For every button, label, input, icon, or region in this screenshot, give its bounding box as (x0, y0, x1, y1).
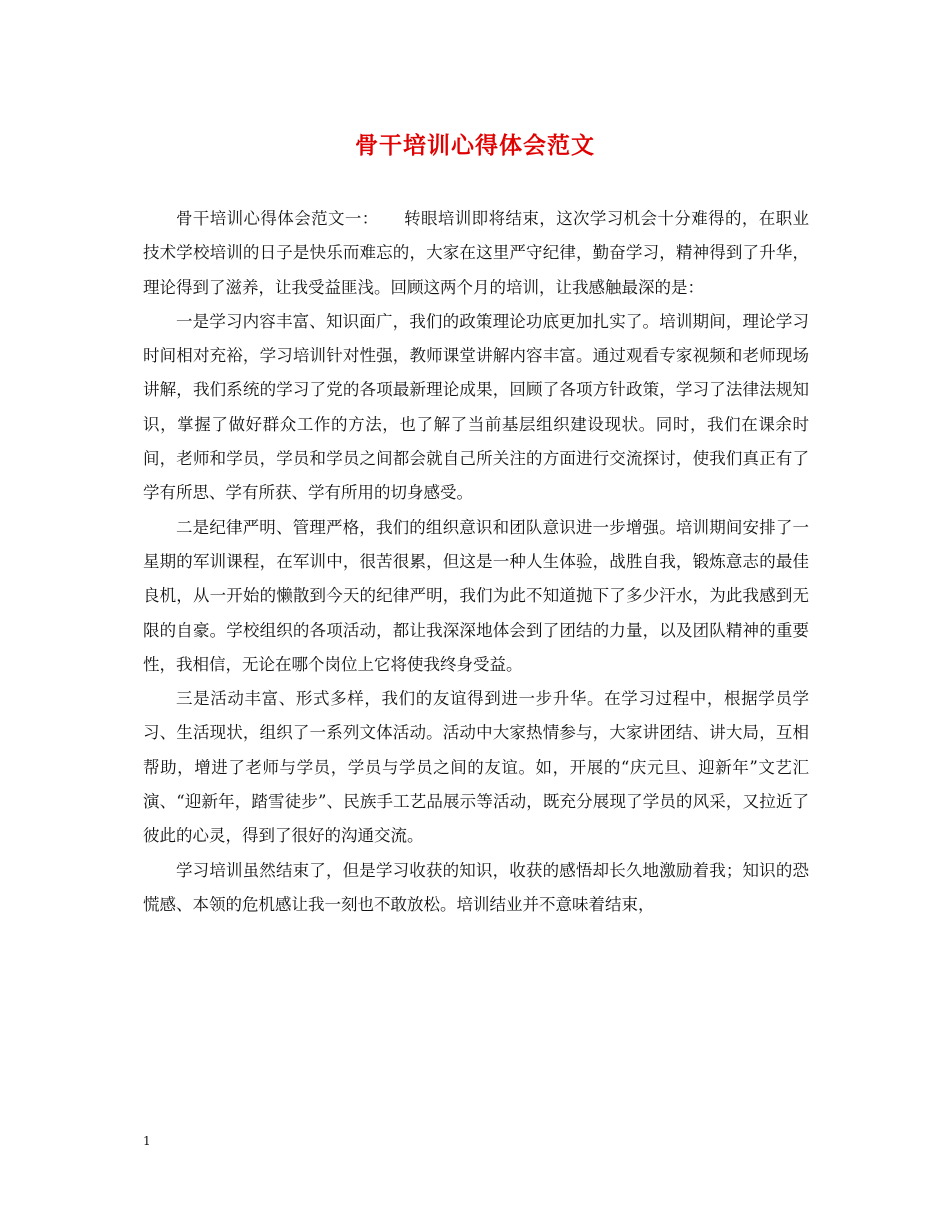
document-body (143, 202, 809, 922)
paragraph-conclusion: 学习培训虽然结束了，但是学习收获的知识，收获的感悟却长久地激励着我；知识的恐慌感、本领的危机感让我一刻也不敢放松。培训结业并不意味着结束， (143, 860, 809, 914)
paragraph-point-one: 一是学习内容丰富、知识面广，我们的政策理论功底更加扎实了。培训期间，理论学习时间相对充裕，学习培训针对性强，教师课堂讲解内容丰富。通过观看专家视频和老师现场讲解，我们系统的学习了党的各项最新理论成果，回顾了各项方针政策，学习了法律法规知识，掌握了做好群众工作的方法，也了解了当前基层组织建设现状。同时，我们在课余时间，老师和学员，学员和学员之间都会就自己所关注的方面进行交流探讨，使我们真正有了学有所思、学有所获、学有所用的切身感受。 (143, 311, 809, 503)
paragraph-point-three: 三是活动丰富、形式多样，我们的友谊得到进一步升华。在学习过程中，根据学员学习、生活现状，组织了一系列文体活动。活动中大家热情参与，大家讲团结、讲大局，互相帮助，增进了老师与学员，学员与学员之间的友谊。如，开展的“庆元旦、迎新年”文艺汇演、“迎新年，踏雪徒步”、民族手工艺品展示等活动，既充分展现了学员的风采，又拉近了彼此的心灵，得到了很好的沟通交流。 (143, 689, 809, 846)
page-number: 1 (143, 1134, 151, 1148)
document-title: 骨干培训心得体会范文 (355, 132, 595, 159)
paragraph-intro: 骨干培训心得体会范文一： 转眼培训即将结束，这次学习机会十分难得的，在职业技术学校培训的日子是快乐而难忘的，大家在这里严守纪律，勤奋学习，精神得到了升华，理论得到了滋养，让我受益匪浅。回顾这两个月的培训，让我感触最深的是： (143, 209, 809, 297)
paragraph-point-two: 二是纪律严明、管理严格，我们的组织意识和团队意识进一步增强。培训期间安排了一星期的军训课程，在军训中，很苦很累，但这是一种人生体验，战胜自我，锻炼意志的最佳良机，从一开始的懒散到今天的纪律严明，我们为此不知道抛下了多少汗水，为此我感到无限的自豪。学校组织的各项活动，都让我深深地体会到了团结的力量，以及团队精神的重要性，我相信，无论在哪个岗位上它将使我终身受益。 (143, 517, 809, 674)
